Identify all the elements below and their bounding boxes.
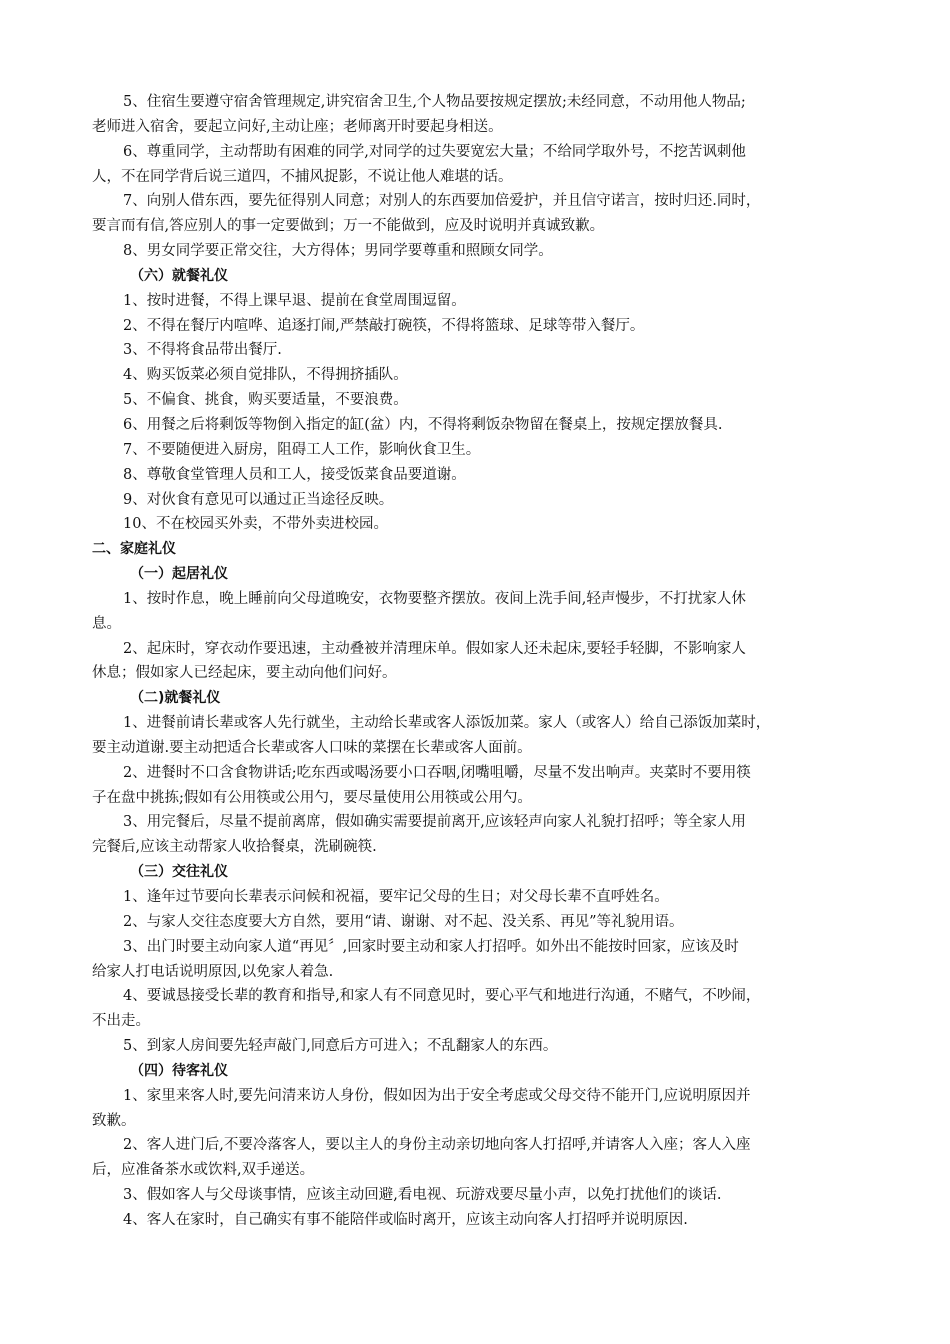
paragraph-line: 2、进餐时不口含食物讲话;吃东西或喝汤要小口吞咽,闭嘴咀嚼，尽量不发出响声。夹菜时不要用筷 bbox=[123, 764, 751, 781]
paragraph-line: 3、用完餐后，尽量不提前离席，假如确实需要提前离开,应该轻声向家人礼貌打招呼；等全家人用 bbox=[123, 814, 746, 831]
subsection-heading: （三）交往礼仪 bbox=[130, 864, 228, 881]
paragraph-line: 1、进餐前请长辈或客人先行就坐，主动给长辈或客人添饭加菜。家人（或客人）给自己添饭加菜时， bbox=[123, 715, 771, 732]
paragraph-line: 1、按时作息，晚上睡前向父母道晚安，衣物要整齐摆放。夜间上洗手间,轻声慢步，不打扰家人休 bbox=[123, 590, 746, 607]
paragraph-line: 1、逢年过节要向长辈表示问候和祝福，要牢记父母的生日；对父母长辈不直呼姓名。 bbox=[123, 889, 669, 905]
paragraph-line: 4、购买饭菜必须自觉排队，不得拥挤插队。 bbox=[123, 367, 408, 384]
paragraph-line: 要主动道谢.要主动把适合长辈或客人口味的菜摆在长辈或客人面前。 bbox=[92, 739, 532, 756]
paragraph-line: 8、男女同学要正常交往，大方得体；男同学要尊重和照顾女同学。 bbox=[123, 243, 553, 260]
paragraph-line: 不出走。 bbox=[92, 1013, 150, 1030]
paragraph-line: 10、不在校园买外卖，不带外卖进校园。 bbox=[123, 516, 388, 533]
subsection-heading: （二)就餐礼仪 bbox=[130, 690, 221, 707]
paragraph-line: 2、客人进门后,不要冷落客人，要以主人的身份主动亲切地向客人打招呼,并请客人入座；客人入座 bbox=[123, 1137, 751, 1154]
paragraph-line: 5、不偏食、挑食，购买要适量，不要浪费。 bbox=[123, 392, 408, 409]
document-page bbox=[0, 90, 950, 1233]
subsection-heading: （四）待客礼仪 bbox=[130, 1062, 228, 1079]
paragraph-line: 1、家里来客人时,要先问清来访人身份，假如因为出于安全考虑或父母交待不能开门,应说明原因并 bbox=[123, 1087, 751, 1104]
paragraph-line: 7、不要随便进入厨房，阻碍工人工作，影响伙食卫生。 bbox=[123, 441, 481, 458]
paragraph-line: 4、客人在家时，自己确实有事不能陪伴或临时离开，应该主动向客人打招呼并说明原因. bbox=[123, 1211, 688, 1228]
subsection-heading: （六）就餐礼仪 bbox=[130, 267, 228, 284]
subsection-heading: （一）起居礼仪 bbox=[130, 566, 228, 583]
paragraph-line: 息。 bbox=[92, 615, 121, 632]
paragraph-line: 2、不得在餐厅内喧哗、追逐打闹,严禁敲打碗筷，不得将篮球、足球等带入餐厅。 bbox=[123, 317, 645, 334]
paragraph-line: 老师进入宿舍，要起立问好,主动让座；老师离开时要起身相送。 bbox=[92, 118, 503, 135]
paragraph-line: 要言而有信,答应别人的事一定要做到；万一不能做到，应及时说明并真诚致歉。 bbox=[92, 218, 605, 235]
paragraph-line: 3、假如客人与父母谈事情，应该主动回避,看电视、玩游戏要尽量小声，以免打扰他们的谈话. bbox=[123, 1187, 722, 1204]
paragraph-line: 1、按时进餐，不得上课早退、提前在食堂周围逗留。 bbox=[123, 292, 466, 309]
section-heading: 二、家庭礼仪 bbox=[92, 541, 176, 558]
paragraph-line: 6、用餐之后将剩饭等物倒入指定的缸(盆）内，不得将剩饭杂物留在餐桌上，按规定摆放餐具. bbox=[123, 416, 723, 433]
paragraph-line: 休息；假如家人已经起床，要主动向他们问好。 bbox=[92, 665, 397, 682]
paragraph-line: 3、不得将食品带出餐厅. bbox=[123, 342, 282, 359]
paragraph-line: 后，应准备茶水或饮料,双手递送。 bbox=[92, 1162, 315, 1179]
paragraph-line: 5、住宿生要遵守宿舍管理规定,讲究宿舍卫生,个人物品要按规定摆放;未经同意，不动用他人物品; bbox=[123, 94, 746, 110]
paragraph-line: 给家人打电话说明原因,以免家人着急. bbox=[92, 963, 334, 980]
paragraph-line: 人，不在同学背后说三道四，不捕风捉影，不说让他人难堪的话。 bbox=[92, 168, 513, 185]
paragraph-line: 6、尊重同学，主动帮助有困难的同学,对同学的过失要宽宏大量；不给同学取外号，不挖苦讽刺他 bbox=[123, 143, 746, 160]
paragraph-line: 7、向别人借东西，要先征得别人同意；对别人的东西要加倍爱护，并且信守诺言，按时归还.同时， bbox=[123, 193, 761, 210]
paragraph-line: 致歉。 bbox=[92, 1112, 136, 1129]
paragraph-line: 5、到家人房间要先轻声敲门,同意后方可进入；不乱翻家人的东西。 bbox=[123, 1038, 558, 1055]
paragraph-line: 2、起床时，穿衣动作要迅速，主动叠被并清理床单。假如家人还未起床,要轻手轻脚，不影响家人 bbox=[123, 640, 746, 657]
paragraph-line: 子在盘中挑拣;假如有公用筷或公用勺，要尽量使用公用筷或公用勺。 bbox=[92, 789, 532, 806]
paragraph-line: 完餐后,应该主动帮家人收拾餐桌，洗刷碗筷. bbox=[92, 839, 377, 856]
paragraph-line: 3、出门时要主动向家人道“再见〞,回家时要主动和家人打招呼。如外出不能按时回家，应该及时 bbox=[123, 938, 739, 955]
paragraph-line: 8、尊敬食堂管理人员和工人，接受饭菜食品要道谢。 bbox=[123, 466, 466, 483]
paragraph-line: 9、对伙食有意见可以通过正当途径反映。 bbox=[123, 491, 394, 508]
paragraph-line: 4、要诚恳接受长辈的教育和指导,和家人有不同意见时，要心平气和地进行沟通，不赌气，不吵闹， bbox=[123, 988, 761, 1005]
paragraph-line: 2、与家人交往态度要大方自然，要用“请、谢谢、对不起、没关系、再见”等礼貌用语。 bbox=[123, 913, 684, 930]
